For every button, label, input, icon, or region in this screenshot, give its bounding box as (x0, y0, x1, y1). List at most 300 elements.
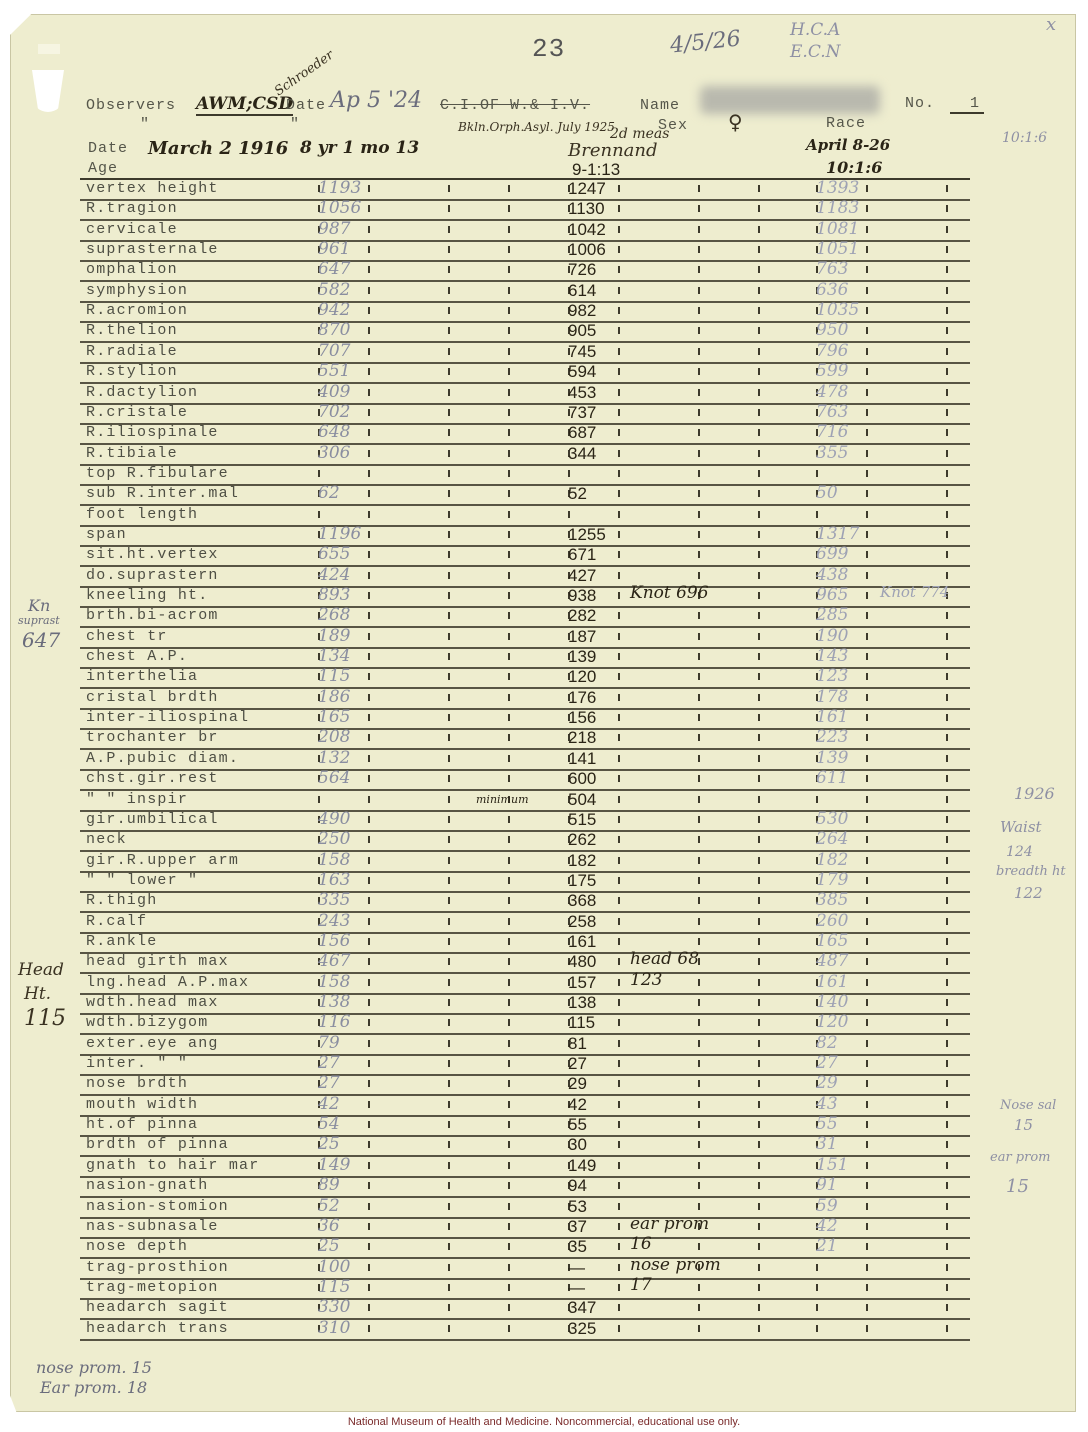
column-tick (508, 694, 510, 701)
column-tick (866, 1141, 868, 1148)
measurement-label: mouth width (86, 1095, 199, 1113)
measurement-label: ht.of pinna (86, 1116, 199, 1134)
value-1926: 161 (816, 707, 849, 728)
margin-note-647: 647 (22, 628, 61, 652)
column-tick (448, 185, 450, 192)
column-tick (758, 1080, 760, 1087)
column-tick (448, 612, 450, 619)
value-1925: 325 (568, 1318, 597, 1338)
value-1925: 55 (568, 1115, 587, 1135)
measurement-label: nose brdth (86, 1075, 189, 1093)
column-tick (866, 1284, 868, 1291)
column-tick (946, 1304, 948, 1311)
column-tick (866, 531, 868, 538)
column-tick (946, 1060, 948, 1067)
column-tick (368, 450, 370, 457)
value-1926: 1051 (816, 239, 860, 260)
column-tick (946, 938, 948, 945)
value-1925: 737 (568, 402, 597, 422)
column-tick (866, 307, 868, 314)
value-1925: 262 (568, 830, 597, 850)
column-tick (758, 897, 760, 904)
column-tick (508, 1284, 510, 1291)
column-tick (618, 490, 620, 497)
column-tick (368, 1040, 370, 1047)
column-tick (758, 266, 760, 273)
column-tick (448, 1243, 450, 1250)
column-tick (448, 511, 450, 518)
column-tick (698, 287, 700, 294)
column-tick (618, 592, 620, 599)
observers-note: Schroeder (271, 47, 337, 100)
column-tick (698, 1243, 700, 1250)
column-tick (448, 796, 450, 803)
value-1925: 745 (568, 341, 597, 361)
column-tick (946, 389, 948, 396)
value-1925: 161 (568, 931, 597, 951)
column-tick (758, 918, 760, 925)
table-row (0, 241, 1000, 261)
column-tick (448, 551, 450, 558)
column-tick (448, 1182, 450, 1189)
table-row (0, 1136, 1000, 1156)
column-tick (698, 857, 700, 864)
column-tick (368, 490, 370, 497)
column-tick (946, 612, 948, 619)
column-tick (946, 287, 948, 294)
column-tick (368, 897, 370, 904)
column-tick (618, 694, 620, 701)
table-row (0, 1274, 1000, 1299)
column-tick (448, 877, 450, 884)
column-tick (698, 877, 700, 884)
value-1925: 938 (568, 586, 597, 605)
column-tick (946, 1203, 948, 1210)
value-1926: 55 (816, 1114, 838, 1135)
column-tick (816, 1325, 818, 1332)
column-tick (946, 572, 948, 579)
column-tick (816, 1284, 818, 1291)
measurement-label: trochanter br (86, 729, 219, 747)
column-tick (618, 796, 620, 803)
column-tick (368, 673, 370, 680)
column-tick (698, 734, 700, 741)
column-tick (368, 734, 370, 741)
column-tick (448, 1203, 450, 1210)
value-1924: 100 (318, 1256, 351, 1277)
value-1926: 21 (816, 1236, 838, 1257)
column-tick (698, 653, 700, 660)
measurement-label: gir.umbilical (86, 810, 219, 828)
value-1925: 176 (568, 687, 597, 707)
column-tick (368, 409, 370, 416)
table-row (0, 279, 1000, 302)
measurement-label: R.thelion (86, 322, 178, 340)
value-1925: 115 (568, 1013, 596, 1033)
value-1926: 1081 (816, 218, 860, 239)
column-tick (448, 734, 450, 741)
column-tick (508, 389, 510, 396)
column-tick (508, 1060, 510, 1067)
column-tick (448, 327, 450, 334)
age-at-first: 8 yr 1 mo 13 (300, 138, 420, 158)
column-tick (368, 389, 370, 396)
column-tick (618, 714, 620, 721)
column-tick (698, 633, 700, 640)
measurement-label: chest A.P. (86, 648, 189, 666)
column-tick (508, 1325, 510, 1332)
column-tick (448, 979, 450, 986)
value-1924: 115 (318, 1276, 351, 1297)
measurement-label: R.ankle (86, 932, 158, 950)
value-1924: 409 (318, 381, 351, 402)
column-tick (368, 592, 370, 599)
table-row (0, 424, 1000, 444)
column-tick (698, 918, 700, 925)
column-tick (866, 816, 868, 823)
name-label: Name (640, 97, 681, 114)
column-tick (698, 572, 700, 579)
column-tick (618, 734, 620, 741)
column-tick (618, 1162, 620, 1169)
value-1926: 716 (816, 422, 849, 443)
column-tick (448, 1080, 450, 1087)
top-initials-1: H.C.A (790, 20, 841, 40)
value-1924: 702 (318, 401, 351, 422)
column-tick (866, 1203, 868, 1210)
column-tick (448, 673, 450, 680)
column-tick (758, 999, 760, 1006)
column-tick (816, 511, 818, 518)
table-row (0, 994, 1000, 1014)
measurement-label: wdth.head max (86, 994, 219, 1011)
age-col3: 10:1:6 (826, 158, 883, 177)
column-tick (368, 287, 370, 294)
annotation-1925: 17 (630, 1274, 652, 1295)
value-1926: 50 (816, 483, 838, 504)
value-1925: 182 (568, 850, 597, 870)
measurement-label: wdth.bizygom (86, 1014, 209, 1032)
annotation-1925: nose prom (630, 1254, 721, 1275)
column-tick (508, 897, 510, 904)
column-tick (448, 409, 450, 416)
value-1926: 1035 (816, 300, 860, 321)
measurement-label: omphalion (86, 261, 178, 279)
column-tick (448, 836, 450, 843)
table-row (0, 401, 1000, 424)
column-tick (758, 857, 760, 864)
measurement-label: " " lower " (86, 871, 199, 889)
table-row (0, 485, 1000, 505)
column-tick (758, 796, 760, 803)
value-1924: 27 (318, 1053, 340, 1074)
column-tick (758, 1162, 760, 1169)
measurement-label: trag-metopion (86, 1278, 219, 1296)
column-tick (508, 246, 510, 253)
value-1926: 699 (816, 544, 849, 565)
column-tick (946, 266, 948, 273)
column-tick (368, 551, 370, 558)
column-tick (946, 857, 948, 864)
column-tick (758, 450, 760, 457)
table-row (0, 709, 1000, 729)
column-tick (368, 1182, 370, 1189)
column-tick (866, 1264, 868, 1271)
table-row (0, 1032, 1000, 1055)
value-1926: 190 (816, 625, 849, 646)
column-tick (448, 470, 450, 477)
column-tick (758, 1019, 760, 1026)
column-tick (866, 1223, 868, 1230)
column-tick (946, 1141, 948, 1148)
value-1924: 89 (318, 1175, 340, 1196)
column-tick (946, 836, 948, 843)
column-tick (368, 836, 370, 843)
column-tick (368, 755, 370, 762)
column-tick (946, 714, 948, 721)
column-tick (508, 958, 510, 965)
column-tick (618, 368, 620, 375)
column-tick (508, 348, 510, 355)
column-tick (508, 1304, 510, 1311)
column-tick (368, 633, 370, 640)
column-tick (618, 572, 620, 579)
value-1924: 149 (318, 1154, 351, 1175)
measurement-label: chst.gir.rest (86, 770, 219, 788)
column-tick (698, 185, 700, 192)
column-tick (698, 307, 700, 314)
measurement-label: suprasternale (86, 241, 219, 259)
margin-note-earprom: ear prom (990, 1150, 1051, 1165)
value-1924: 655 (318, 544, 351, 565)
column-tick (866, 918, 868, 925)
column-tick (508, 775, 510, 782)
name-redacted (700, 86, 880, 114)
column-tick (508, 511, 510, 518)
birth-date-label: Date (88, 140, 129, 157)
column-tick (758, 673, 760, 680)
column-tick (866, 755, 868, 762)
measurement-label: do.suprastern (86, 566, 219, 584)
measurement-label: headarch sagit (86, 1299, 229, 1317)
value-1926: 91 (816, 1175, 838, 1196)
column-tick (866, 1325, 868, 1332)
column-tick (368, 1223, 370, 1230)
column-tick (508, 185, 510, 192)
column-tick (368, 775, 370, 782)
column-tick (698, 389, 700, 396)
table-row (0, 747, 1000, 770)
measurement-label: R.calf (86, 912, 148, 930)
column-tick (508, 979, 510, 986)
value-1926: 182 (816, 849, 849, 870)
column-tick (508, 633, 510, 640)
column-tick (866, 958, 868, 965)
measurement-label: symphysion (86, 281, 189, 299)
column-tick (758, 836, 760, 843)
column-tick (946, 490, 948, 497)
measurement-label: R.cristale (86, 403, 189, 421)
value-1925: 139 (568, 647, 597, 667)
column-tick (618, 266, 620, 273)
value-1926: 487 (816, 951, 849, 972)
value-1924: 424 (318, 564, 351, 585)
measurement-label: brdth of pinna (86, 1136, 229, 1154)
column-tick (866, 287, 868, 294)
measurement-label: R.tibiale (86, 444, 178, 462)
column-tick (698, 409, 700, 416)
column-tick (946, 531, 948, 538)
value-1924: 268 (318, 605, 351, 626)
column-tick (866, 857, 868, 864)
measurement-label: nasion-stomion (86, 1197, 229, 1215)
value-1925: 35 (568, 1237, 587, 1257)
value-1926: 82 (816, 1032, 838, 1053)
column-tick (508, 1121, 510, 1128)
column-tick (448, 755, 450, 762)
column-tick (698, 979, 700, 986)
value-1924: 467 (318, 951, 351, 972)
value-1924: 942 (318, 300, 351, 321)
column-tick (758, 1141, 760, 1148)
column-tick (758, 694, 760, 701)
measurement-label: span (86, 525, 127, 543)
column-tick (508, 409, 510, 416)
value-1924: 189 (318, 625, 351, 646)
value-1926: 223 (816, 727, 849, 748)
column-tick (368, 694, 370, 701)
table-row (0, 1213, 1000, 1238)
column-tick (698, 1304, 700, 1311)
value-1924: 208 (318, 727, 351, 748)
column-tick (946, 409, 948, 416)
value-1925: 30 (568, 1135, 587, 1155)
column-tick (368, 1325, 370, 1332)
value-1925: 982 (568, 301, 597, 321)
column-tick (448, 307, 450, 314)
table-row (0, 546, 1000, 566)
value-1925: 480 (568, 952, 597, 972)
measurement-label: exter.eye ang (86, 1034, 219, 1052)
table-row (0, 729, 1000, 749)
value-1925: 905 (568, 321, 597, 341)
column-tick (866, 999, 868, 1006)
column-tick (866, 185, 868, 192)
value-1924: 707 (318, 340, 351, 361)
value-1924: 54 (318, 1114, 340, 1135)
column-tick (508, 816, 510, 823)
measurement-label: head girth max (86, 953, 229, 971)
column-tick (946, 429, 948, 436)
column-tick (448, 775, 450, 782)
column-tick (946, 979, 948, 986)
measurement-label: R.tragion (86, 200, 178, 218)
column-tick (618, 1121, 620, 1128)
value-1924: 490 (318, 808, 351, 829)
value-1925: 671 (568, 545, 597, 565)
measurement-label: interthelia (86, 668, 199, 686)
column-tick (866, 389, 868, 396)
column-tick (508, 450, 510, 457)
column-tick (448, 592, 450, 599)
column-tick (866, 1304, 868, 1311)
column-tick (866, 1182, 868, 1189)
table-row (0, 1254, 1000, 1279)
table-row (0, 791, 1000, 811)
column-tick (758, 470, 760, 477)
column-tick (368, 1203, 370, 1210)
column-tick (866, 1162, 868, 1169)
column-tick (946, 185, 948, 192)
column-tick (698, 775, 700, 782)
column-tick (758, 938, 760, 945)
institution-struck: C.I.OF W.& I.V. (440, 97, 591, 114)
column-tick (946, 1019, 948, 1026)
column-tick (618, 348, 620, 355)
value-1926: 1183 (816, 198, 860, 219)
value-1926: 165 (816, 930, 849, 951)
date-label: Date (286, 97, 327, 114)
measurement-label: R.radiale (86, 342, 178, 360)
column-tick (698, 1162, 700, 1169)
column-tick (866, 1040, 868, 1047)
value-1924: 25 (318, 1236, 340, 1257)
value-1925: 42 (568, 1094, 587, 1114)
column-tick (448, 857, 450, 864)
column-tick (946, 1162, 948, 1169)
column-tick (866, 938, 868, 945)
measurement-label: lng.head A.P.max (86, 973, 250, 991)
column-tick (758, 1304, 760, 1311)
value-1925: 27 (568, 1054, 587, 1074)
column-tick (698, 266, 700, 273)
column-tick (946, 958, 948, 965)
value-1925: 1130 (568, 199, 605, 219)
column-tick (508, 836, 510, 843)
column-tick (698, 490, 700, 497)
column-tick (508, 490, 510, 497)
value-1926: 763 (816, 259, 849, 280)
corner-mark: x (1046, 14, 1057, 35)
column-tick (508, 592, 510, 599)
column-tick (618, 979, 620, 986)
table-row (0, 1177, 1000, 1197)
table-row (0, 831, 1000, 851)
column-tick (758, 531, 760, 538)
column-tick (368, 612, 370, 619)
measurement-label: kneeling ht. (86, 587, 209, 604)
column-tick (698, 1325, 700, 1332)
measurement-label: nas-subnasale (86, 1217, 219, 1235)
column-tick (448, 490, 450, 497)
column-tick (508, 714, 510, 721)
column-tick (618, 653, 620, 660)
column-tick (866, 205, 868, 212)
column-tick (448, 450, 450, 457)
measurement-label: chest tr (86, 627, 168, 645)
value-1924: 156 (318, 930, 351, 951)
column-tick (368, 938, 370, 945)
column-tick (758, 734, 760, 741)
column-tick (618, 897, 620, 904)
column-tick (448, 1304, 450, 1311)
value-1924: 647 (318, 259, 351, 280)
value-1926: 43 (816, 1093, 838, 1114)
table-row (0, 1154, 1000, 1177)
column-tick (508, 673, 510, 680)
table-row (0, 1014, 1000, 1034)
column-tick (368, 185, 370, 192)
